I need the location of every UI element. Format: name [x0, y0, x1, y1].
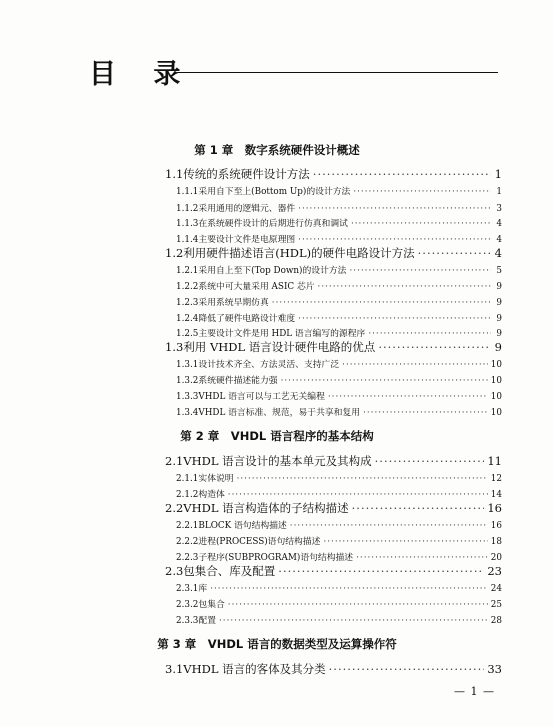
section-number: 2.1.2	[176, 490, 199, 500]
section-title: BLOCK 语句结构描述	[198, 521, 287, 531]
page-ref: 28	[490, 616, 502, 626]
page-ref: 4	[496, 219, 502, 229]
section-title: 利用 VHDL 语言设计硬件电路的优点	[183, 340, 376, 354]
section-title: VHDL 语言可以与工艺无关编程	[198, 392, 325, 402]
toc-entry[interactable]	[165, 500, 502, 516]
section-title: VHDL 语言的客体及其分类	[183, 662, 326, 676]
toc-entry[interactable]	[176, 373, 502, 386]
section-title: 系统硬件描述能力强	[198, 376, 278, 386]
dot-leader	[237, 474, 488, 484]
page-ref: 12	[490, 474, 502, 484]
section-number: 2.2	[165, 501, 184, 515]
toc-entry[interactable]	[176, 613, 502, 626]
section-number: 1.3	[165, 340, 184, 354]
page-title: 目 录	[89, 59, 195, 90]
section-number: 1.1.1	[176, 187, 199, 197]
section-number: 1.3.4	[176, 408, 199, 418]
toc-entry[interactable]	[165, 166, 502, 182]
dot-leader	[328, 392, 488, 402]
dot-leader	[363, 408, 488, 418]
dot-leader	[353, 187, 491, 197]
section-number: 3.1	[165, 662, 184, 676]
dot-leader	[278, 564, 484, 578]
toc-entry[interactable]	[176, 405, 502, 418]
section-title: VHDL 语言构造体的子结构描述	[183, 501, 349, 515]
page-ref: 18	[490, 537, 502, 547]
toc-entry[interactable]	[176, 184, 502, 197]
section-title: 包集合	[198, 600, 225, 610]
toc-entry[interactable]	[165, 245, 502, 261]
dot-leader	[368, 329, 491, 339]
dot-leader	[418, 246, 491, 260]
toc-entry[interactable]	[176, 487, 502, 500]
section-number: 1.1.4	[176, 235, 199, 245]
page-ref: 10	[490, 360, 502, 370]
section-number: 2.3.1	[176, 584, 199, 594]
section-number: 2.3	[165, 564, 184, 578]
dot-leader	[378, 340, 491, 354]
section-title: 在系统硬件设计的后期进行仿真和调试	[198, 219, 348, 229]
section-title: 采用自下至上(Bottom Up)的设计方法	[198, 187, 351, 197]
page-ref: 33	[487, 662, 502, 676]
section-title: 实体说明	[198, 474, 234, 484]
section-title: 采用系统早期仿真	[198, 298, 269, 308]
dot-leader	[342, 360, 488, 370]
page-ref: 9	[494, 340, 502, 354]
dot-leader	[323, 537, 487, 547]
page-ref: 9	[496, 298, 502, 308]
page-ref: 5	[496, 266, 502, 276]
page-ref: 10	[490, 408, 502, 418]
page-ref: 10	[490, 376, 502, 386]
toc-entry[interactable]	[176, 279, 502, 292]
toc-entry[interactable]	[176, 357, 502, 370]
section-title: 主要设计文件是电原理图	[198, 235, 296, 245]
dot-leader	[272, 298, 491, 308]
section-number: 1.3.3	[176, 392, 199, 402]
section-number: 2.2.3	[176, 553, 199, 563]
toc-entry[interactable]	[176, 550, 502, 563]
toc-entry[interactable]	[176, 471, 502, 484]
section-title: 子程序(SUBPROGRAM)语句结构描述	[198, 553, 354, 563]
toc-entry[interactable]	[176, 295, 502, 308]
page-ref: 1	[494, 167, 502, 181]
page-ref: 10	[490, 392, 502, 402]
toc-entry[interactable]	[176, 597, 502, 610]
page-ref: 14	[490, 490, 502, 500]
section-title: VHDL 语言设计的基本单元及其构成	[183, 454, 372, 468]
section-number: 1.2.2	[176, 282, 199, 292]
section-title: 主要设计文件是用 HDL 语言编写的源程序	[198, 329, 366, 339]
section-title: 传统的系统硬件设计方法	[183, 167, 310, 181]
toc-entry[interactable]	[176, 581, 502, 594]
dot-leader	[298, 204, 491, 214]
section-number: 2.3.3	[176, 616, 199, 626]
section-number: 2.2.1	[176, 521, 199, 531]
section-number: 1.2	[165, 246, 184, 260]
dot-leader	[210, 584, 488, 594]
section-title: 采用通用的逻辑元、器件	[198, 204, 296, 214]
page-ref: 9	[496, 314, 502, 324]
dot-leader	[228, 490, 488, 500]
section-number: 1.2.1	[176, 266, 199, 276]
dot-leader	[228, 600, 488, 610]
page-ref: 9	[496, 282, 502, 292]
toc-entry[interactable]	[176, 326, 502, 339]
section-number: 2.1	[165, 454, 184, 468]
toc-entry[interactable]	[176, 216, 502, 229]
page-number: — 1 —	[454, 685, 495, 698]
section-title: 进程(PROCESS)语句结构描述	[198, 537, 321, 547]
toc-entry[interactable]	[176, 263, 502, 276]
chapter-heading: 第 2 章 VHDL 语言程序的基本结构	[180, 429, 374, 443]
page-ref: 11	[487, 454, 502, 468]
section-number: 1.3.1	[176, 360, 199, 370]
page-ref: 23	[487, 564, 502, 578]
page-ref: 24	[490, 584, 502, 594]
dot-leader	[329, 662, 485, 676]
dot-leader	[351, 219, 491, 229]
section-title: 构造体	[198, 490, 225, 500]
dot-leader	[298, 235, 491, 245]
page-ref: 1	[496, 187, 502, 197]
section-number: 1.1.2	[176, 204, 199, 214]
section-title: 配置	[198, 616, 216, 626]
section-number: 1.2.5	[176, 329, 199, 339]
page-ref: 9	[496, 329, 502, 339]
dot-leader	[313, 167, 491, 181]
toc-entry[interactable]	[165, 339, 502, 355]
section-number: 1.1.3	[176, 219, 199, 229]
toc-entry[interactable]	[176, 311, 502, 324]
section-number: 1.2.3	[176, 298, 199, 308]
dot-leader	[318, 282, 491, 292]
dot-leader	[352, 501, 485, 515]
toc-entry[interactable]	[165, 453, 502, 469]
section-title: 利用硬件描述语言(HDL)的硬件电路设计方法	[183, 246, 415, 260]
section-title: 系统中可大量采用 ASIC 芯片	[198, 282, 315, 292]
page-ref: 3	[496, 204, 502, 214]
section-number: 1.3.2	[176, 376, 199, 386]
section-title: 库	[198, 584, 208, 594]
chapter-heading: 第 1 章 数字系统硬件设计概述	[194, 143, 360, 157]
dot-leader	[298, 314, 491, 324]
dot-leader	[356, 553, 488, 563]
page-ref: 20	[490, 553, 502, 563]
section-title: 采用自上至下(Top Down)的设计方法	[198, 266, 347, 276]
section-title: 降低了硬件电路设计难度	[198, 314, 296, 324]
section-number: 2.1.1	[176, 474, 199, 484]
page-ref: 25	[490, 600, 502, 610]
section-title: 包集合、库及配置	[183, 564, 276, 578]
section-number: 1.1	[165, 167, 184, 181]
toc-entry[interactable]	[176, 201, 502, 214]
page-ref: 4	[496, 235, 502, 245]
section-title: VHDL 语言标准、规范，易于共享和复用	[198, 408, 361, 418]
dot-leader	[281, 376, 488, 386]
chapter-heading: 第 3 章 VHDL 语言的数据类型及运算操作符	[157, 637, 397, 651]
section-number: 1.2.4	[176, 314, 199, 324]
toc-entry[interactable]	[176, 518, 502, 531]
page-ref: 4	[494, 246, 502, 260]
dot-leader	[290, 521, 488, 531]
dot-leader	[375, 454, 485, 468]
section-number: 2.2.2	[176, 537, 199, 547]
toc-entry[interactable]	[176, 389, 502, 402]
page-ref: 16	[487, 501, 502, 515]
dot-leader	[349, 266, 491, 276]
toc-entry[interactable]	[165, 661, 502, 677]
toc-entry[interactable]	[165, 563, 502, 579]
dot-leader	[219, 616, 488, 626]
toc-entry[interactable]	[176, 534, 502, 547]
toc-entry[interactable]	[176, 232, 502, 245]
section-number: 2.3.2	[176, 600, 199, 610]
page-ref: 16	[490, 521, 502, 531]
section-title: 设计技术齐全、方法灵活、支持广泛	[198, 360, 340, 370]
